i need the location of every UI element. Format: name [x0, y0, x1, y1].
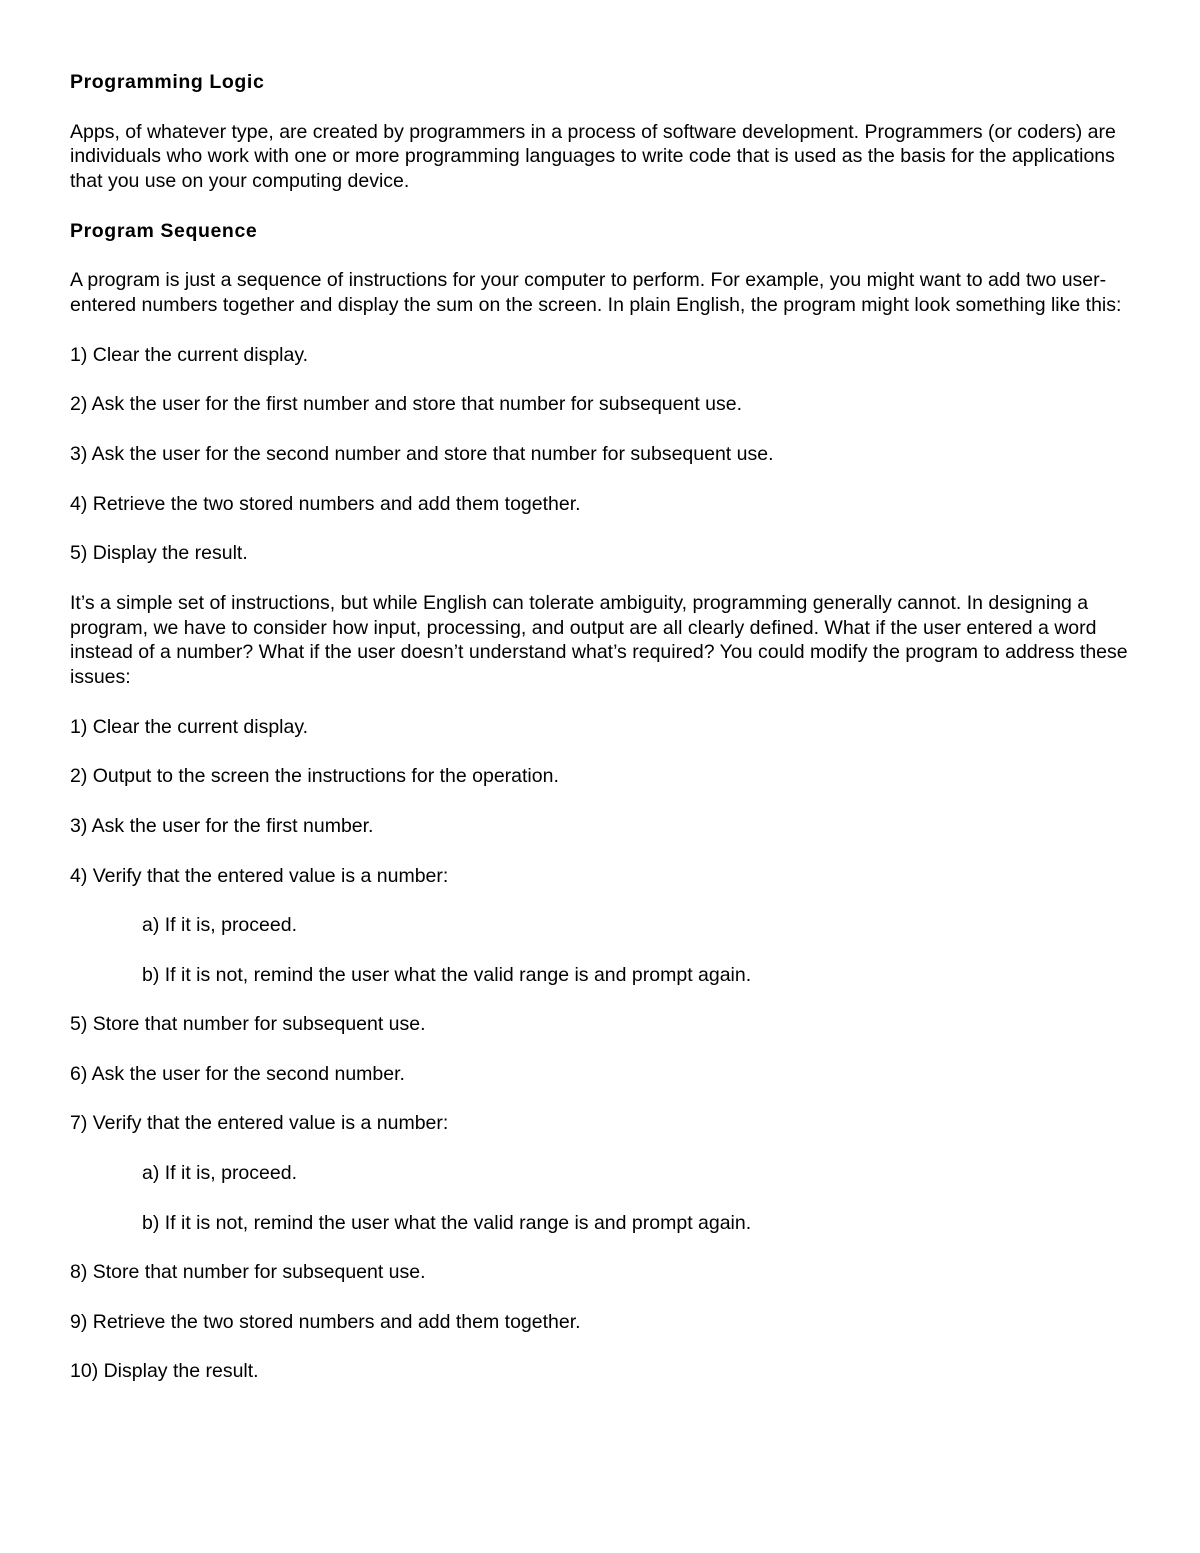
list-item: 2) Output to the screen the instructions for the operation. [70, 765, 559, 788]
list-item: 4) Verify that the entered value is a number: [70, 864, 449, 887]
document-page [70, 70, 1130, 1409]
list-item: 1) Clear the current display. [70, 715, 309, 738]
list-item: 7) Verify that the entered value is a number: [70, 1112, 449, 1135]
list-item: 1) Clear the current display. [70, 343, 309, 366]
list-subitem: a) If it is, proceed. [142, 1162, 297, 1185]
list-item: 3) Ask the user for the second number and store that number for subsequent use. [70, 442, 774, 465]
list-item: 10) Display the result. [70, 1360, 259, 1383]
list-item: 3) Ask the user for the first number. [70, 814, 374, 837]
list-item: 6) Ask the user for the second number. [70, 1062, 405, 1085]
list-item: 4) Retrieve the two stored numbers and add them together. [70, 492, 581, 515]
list-item: 8) Store that number for subsequent use. [70, 1261, 426, 1284]
list-item: 5) Store that number for subsequent use. [70, 1013, 426, 1036]
list-subitem: a) If it is, proceed. [142, 914, 297, 937]
list-item: 5) Display the result. [70, 542, 248, 565]
list-subitem: b) If it is not, remind the user what the valid range is and prompt again. [142, 963, 752, 986]
list-item: 2) Ask the user for the first number and store that number for subsequent use. [70, 393, 743, 416]
simple-steps-list [70, 343, 1130, 566]
heading-programming-logic: Programming Logic [70, 71, 265, 93]
list-subitem: b) If it is not, remind the user what the valid range is and prompt again. [142, 1211, 752, 1234]
ambiguity-paragraph: It’s a simple set of instructions, but while English can tolerate ambiguity, programming generally cannot. In designing a program, we have to consider how input, processing, and output are all clearly defined. What if the user entered a word instead of a number? What if the user doesn’t understand what’s required? You could modify the program to address these issues: [70, 591, 1128, 689]
list-item: 9) Retrieve the two stored numbers and add them together. [70, 1310, 581, 1333]
sequence-paragraph: A program is just a sequence of instructions for your computer to perform. For example, you might want to add two user-entered numbers together and display the sum on the screen. In plain English, the program might look something like this: [70, 269, 1122, 317]
intro-paragraph: Apps, of whatever type, are created by programmers in a process of software development. Programmers (or coders) are individuals who work with one or more programming languages to write code that is used as the basis for the applications that you use on your computing device. [70, 120, 1116, 193]
improved-steps-list [70, 715, 1130, 1385]
heading-program-sequence: Program Sequence [70, 219, 258, 242]
